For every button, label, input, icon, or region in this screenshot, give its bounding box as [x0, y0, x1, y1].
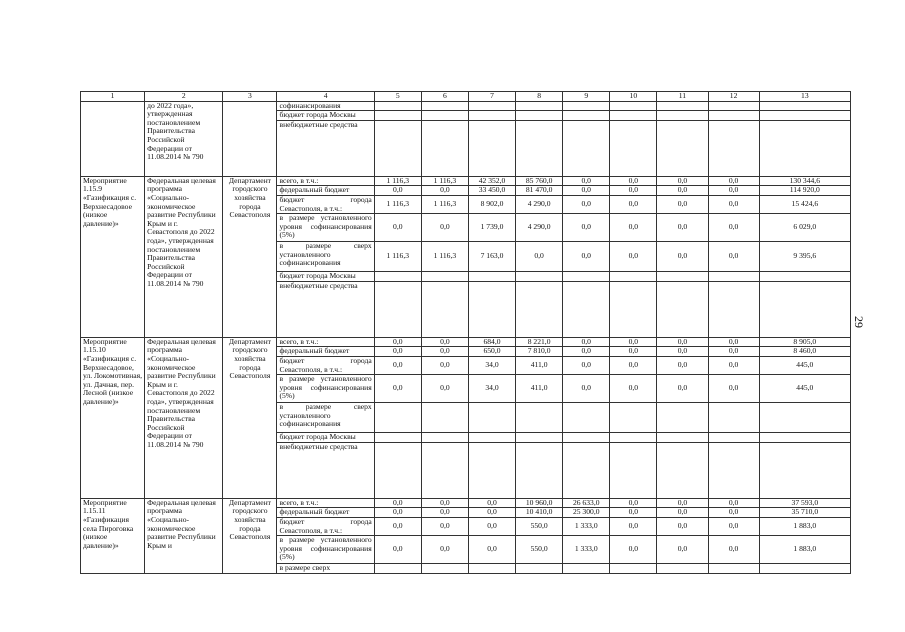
value-cell: 0,0: [657, 242, 708, 272]
value-cell: 0,0: [374, 375, 421, 403]
value-cell: [708, 281, 759, 337]
value-cell: 0,0: [657, 508, 708, 518]
value-cell: 1 116,3: [421, 242, 468, 272]
value-cell: [516, 403, 563, 433]
funding-source-cell: федеральный бюджет: [277, 347, 374, 357]
table-row: [81, 498, 851, 508]
value-cell: 0,0: [657, 214, 708, 242]
value-cell: 0,0: [421, 186, 468, 196]
value-cell: 8 460,0: [759, 347, 850, 357]
value-cell: 1 333,0: [563, 517, 610, 535]
value-cell: 0,0: [468, 536, 515, 564]
value-cell: 0,0: [468, 508, 515, 518]
value-cell: [468, 433, 515, 443]
value-cell: 10 960,0: [516, 498, 563, 508]
value-cell: 4 290,0: [516, 195, 563, 213]
value-cell: [610, 433, 657, 443]
value-cell: 0,0: [563, 337, 610, 347]
value-cell: 0,0: [610, 214, 657, 242]
value-cell: [657, 111, 708, 121]
value-cell: 6 029,0: [759, 214, 850, 242]
value-cell: 35 710,0: [759, 508, 850, 518]
value-cell: 1 116,3: [374, 176, 421, 186]
value-cell: [563, 111, 610, 121]
funding-source-cell: внебюджетные средства: [277, 442, 374, 498]
value-cell: [374, 403, 421, 433]
value-cell: [610, 272, 657, 282]
value-cell: 8 902,0: [468, 195, 515, 213]
value-cell: [516, 120, 563, 176]
funding-source-cell: всего, в т.ч.:: [277, 498, 374, 508]
value-cell: 1 116,3: [374, 242, 421, 272]
value-cell: 0,0: [421, 337, 468, 347]
value-cell: [759, 403, 850, 433]
value-cell: 0,0: [563, 176, 610, 186]
value-cell: 0,0: [374, 214, 421, 242]
value-cell: 34,0: [468, 375, 515, 403]
value-cell: [563, 433, 610, 443]
value-cell: 0,0: [374, 498, 421, 508]
value-cell: 4 290,0: [516, 214, 563, 242]
value-cell: [610, 442, 657, 498]
value-cell: 0,0: [708, 517, 759, 535]
value-cell: 0,0: [516, 242, 563, 272]
value-cell: [563, 281, 610, 337]
value-cell: [516, 101, 563, 111]
value-cell: 1 116,3: [421, 195, 468, 213]
funding-source-cell: внебюджетные средства: [277, 281, 374, 337]
value-cell: 0,0: [374, 536, 421, 564]
funding-source-cell: федеральный бюджет: [277, 508, 374, 518]
value-cell: [657, 403, 708, 433]
value-cell: [421, 272, 468, 282]
value-cell: [374, 442, 421, 498]
value-cell: [563, 120, 610, 176]
value-cell: 26 633,0: [563, 498, 610, 508]
value-cell: [421, 101, 468, 111]
value-cell: 0,0: [610, 195, 657, 213]
value-cell: 0,0: [374, 356, 421, 374]
value-cell: 0,0: [610, 498, 657, 508]
value-cell: 0,0: [657, 375, 708, 403]
column-header: 2: [145, 92, 223, 102]
funding-source-cell: в размере сверх: [277, 564, 374, 574]
value-cell: 445,0: [759, 356, 850, 374]
value-cell: [708, 101, 759, 111]
value-cell: 0,0: [468, 498, 515, 508]
value-cell: [708, 564, 759, 574]
column-header: 9: [563, 92, 610, 102]
value-cell: 0,0: [708, 375, 759, 403]
value-cell: [468, 101, 515, 111]
value-cell: 0,0: [421, 214, 468, 242]
value-cell: 42 352,0: [468, 176, 515, 186]
value-cell: [610, 101, 657, 111]
value-cell: 0,0: [563, 186, 610, 196]
measure-name-cell: Мероприятие 1.15.10 «Газификация с. Верхнесадовое, ул. Локомотивная, ул. Дачная, пер. Лесной (низкое давление)»: [81, 337, 145, 498]
value-cell: 0,0: [708, 186, 759, 196]
value-cell: [421, 442, 468, 498]
value-cell: 0,0: [657, 356, 708, 374]
funding-source-cell: всего, в т.ч.:: [277, 176, 374, 186]
value-cell: 0,0: [374, 517, 421, 535]
value-cell: 8 905,0: [759, 337, 850, 347]
value-cell: [374, 281, 421, 337]
value-cell: 0,0: [610, 356, 657, 374]
table-row: [81, 176, 851, 186]
column-header: 6: [421, 92, 468, 102]
value-cell: [708, 272, 759, 282]
value-cell: 0,0: [708, 347, 759, 357]
value-cell: [610, 120, 657, 176]
value-cell: 0,0: [563, 195, 610, 213]
funding-source-cell: в размере установленного уровня софинансирования (5%): [277, 375, 374, 403]
value-cell: [657, 433, 708, 443]
value-cell: 1 739,0: [468, 214, 515, 242]
value-cell: 9 395,6: [759, 242, 850, 272]
value-cell: 0,0: [374, 186, 421, 196]
value-cell: [421, 120, 468, 176]
value-cell: [516, 433, 563, 443]
executor-cell: Департамент городского хозяйства города Севастополя: [223, 176, 277, 337]
value-cell: 7 810,0: [516, 347, 563, 357]
funding-source-cell: бюджет города Москвы: [277, 111, 374, 121]
value-cell: 0,0: [657, 347, 708, 357]
value-cell: 0,0: [374, 508, 421, 518]
value-cell: [374, 111, 421, 121]
value-cell: 0,0: [610, 347, 657, 357]
measure-name-cell: [81, 101, 145, 176]
value-cell: [563, 442, 610, 498]
value-cell: 0,0: [657, 517, 708, 535]
value-cell: [374, 101, 421, 111]
value-cell: [421, 403, 468, 433]
value-cell: 0,0: [563, 242, 610, 272]
value-cell: [708, 442, 759, 498]
measure-name-cell: Мероприятие 1.15.11 «Газификация села Пироговка (низкое давление)»: [81, 498, 145, 573]
value-cell: 0,0: [563, 347, 610, 357]
value-cell: [708, 433, 759, 443]
value-cell: [468, 442, 515, 498]
value-cell: 445,0: [759, 375, 850, 403]
value-cell: [468, 281, 515, 337]
value-cell: [759, 111, 850, 121]
value-cell: 550,0: [516, 536, 563, 564]
value-cell: [516, 281, 563, 337]
value-cell: [421, 564, 468, 574]
value-cell: [657, 272, 708, 282]
value-cell: 411,0: [516, 356, 563, 374]
value-cell: [516, 272, 563, 282]
value-cell: 81 470,0: [516, 186, 563, 196]
funding-source-cell: в размере установленного уровня софинансирования (5%): [277, 214, 374, 242]
value-cell: 0,0: [563, 356, 610, 374]
column-header: 8: [516, 92, 563, 102]
funding-source-cell: в размере сверх установленного софинансирования: [277, 403, 374, 433]
value-cell: [374, 433, 421, 443]
table-header-row: [81, 92, 851, 102]
value-cell: 1 333,0: [563, 536, 610, 564]
funding-source-cell: внебюджетные средства: [277, 120, 374, 176]
value-cell: 1 883,0: [759, 536, 850, 564]
value-cell: 0,0: [563, 214, 610, 242]
value-cell: 0,0: [708, 337, 759, 347]
value-cell: 0,0: [708, 242, 759, 272]
value-cell: [563, 272, 610, 282]
page-number: 29: [852, 316, 866, 328]
value-cell: 0,0: [468, 517, 515, 535]
value-cell: [708, 120, 759, 176]
value-cell: [657, 281, 708, 337]
funding-source-cell: бюджет города Севастополя, в т.ч.:: [277, 517, 374, 535]
funding-source-cell: бюджет города Москвы: [277, 433, 374, 443]
value-cell: 8 221,0: [516, 337, 563, 347]
value-cell: 0,0: [563, 375, 610, 403]
value-cell: [421, 433, 468, 443]
value-cell: 684,0: [468, 337, 515, 347]
column-header: 4: [277, 92, 374, 102]
executor-cell: [223, 101, 277, 176]
value-cell: 1 116,3: [374, 195, 421, 213]
column-header: 7: [468, 92, 515, 102]
executor-cell: Департамент городского хозяйства города Севастополя: [223, 498, 277, 573]
executor-cell: Департамент городского хозяйства города Севастополя: [223, 337, 277, 498]
value-cell: 130 344,6: [759, 176, 850, 186]
value-cell: 0,0: [708, 498, 759, 508]
value-cell: 650,0: [468, 347, 515, 357]
value-cell: [759, 564, 850, 574]
value-cell: 0,0: [610, 517, 657, 535]
funding-source-cell: бюджет города Москвы: [277, 272, 374, 282]
funding-source-cell: бюджет города Севастополя, в т.ч.:: [277, 195, 374, 213]
value-cell: [759, 433, 850, 443]
value-cell: [759, 120, 850, 176]
value-cell: 0,0: [708, 536, 759, 564]
value-cell: 1 116,3: [421, 176, 468, 186]
value-cell: 0,0: [657, 176, 708, 186]
value-cell: [421, 111, 468, 121]
value-cell: [468, 564, 515, 574]
value-cell: 0,0: [421, 498, 468, 508]
value-cell: 0,0: [708, 176, 759, 186]
value-cell: [421, 281, 468, 337]
value-cell: 0,0: [708, 508, 759, 518]
value-cell: 34,0: [468, 356, 515, 374]
column-header: 5: [374, 92, 421, 102]
value-cell: [657, 442, 708, 498]
value-cell: 114 920,0: [759, 186, 850, 196]
value-cell: 0,0: [657, 536, 708, 564]
value-cell: [708, 403, 759, 433]
value-cell: [759, 272, 850, 282]
value-cell: 0,0: [374, 347, 421, 357]
value-cell: 0,0: [708, 195, 759, 213]
value-cell: 0,0: [610, 508, 657, 518]
value-cell: [468, 111, 515, 121]
value-cell: [657, 101, 708, 111]
value-cell: [374, 120, 421, 176]
value-cell: 0,0: [610, 536, 657, 564]
value-cell: [374, 564, 421, 574]
value-cell: 0,0: [657, 195, 708, 213]
value-cell: 411,0: [516, 375, 563, 403]
value-cell: [610, 403, 657, 433]
value-cell: [563, 564, 610, 574]
financing-table: [80, 91, 851, 574]
value-cell: 0,0: [708, 356, 759, 374]
column-header: 3: [223, 92, 277, 102]
value-cell: [610, 564, 657, 574]
value-cell: 0,0: [657, 337, 708, 347]
value-cell: 550,0: [516, 517, 563, 535]
value-cell: 85 760,0: [516, 176, 563, 186]
funding-source-cell: в размере сверх установленного софинансирования: [277, 242, 374, 272]
value-cell: [759, 281, 850, 337]
value-cell: [516, 564, 563, 574]
value-cell: 33 450,0: [468, 186, 515, 196]
value-cell: 25 300,0: [563, 508, 610, 518]
value-cell: [657, 120, 708, 176]
value-cell: 0,0: [657, 498, 708, 508]
table-row: [81, 337, 851, 347]
value-cell: [610, 281, 657, 337]
value-cell: 10 410,0: [516, 508, 563, 518]
value-cell: [563, 101, 610, 111]
value-cell: 0,0: [610, 242, 657, 272]
funding-source-cell: всего, в т.ч.:: [277, 337, 374, 347]
column-header: 10: [610, 92, 657, 102]
value-cell: 0,0: [421, 356, 468, 374]
value-cell: 0,0: [610, 176, 657, 186]
value-cell: [468, 272, 515, 282]
value-cell: 0,0: [421, 375, 468, 403]
value-cell: 1 883,0: [759, 517, 850, 535]
value-cell: [759, 101, 850, 111]
value-cell: [374, 272, 421, 282]
funding-source-cell: в размере установленного уровня софинансирования (5%): [277, 536, 374, 564]
value-cell: 0,0: [610, 375, 657, 403]
value-cell: [468, 120, 515, 176]
value-cell: [759, 442, 850, 498]
value-cell: 7 163,0: [468, 242, 515, 272]
table-row: [81, 101, 851, 111]
value-cell: 37 593,0: [759, 498, 850, 508]
funding-source-cell: бюджет города Севастополя, в т.ч.:: [277, 356, 374, 374]
value-cell: [708, 111, 759, 121]
funding-source-cell: федеральный бюджет: [277, 186, 374, 196]
value-cell: [516, 442, 563, 498]
funding-source-cell: софинансирования: [277, 101, 374, 111]
value-cell: [657, 564, 708, 574]
value-cell: 15 424,6: [759, 195, 850, 213]
value-cell: 0,0: [421, 517, 468, 535]
value-cell: 0,0: [374, 337, 421, 347]
value-cell: 0,0: [657, 186, 708, 196]
value-cell: 0,0: [421, 508, 468, 518]
program-cell: до 2022 года», утвержденная постановлением Правительства Российской Федерации от 11.08.2014 № 790: [145, 101, 223, 176]
value-cell: 0,0: [421, 536, 468, 564]
program-cell: Федеральная целевая программа «Социально-экономическое развитие Республики Крым и г. Севастополя до 2022 года», утвержденная постановлением Правительства Российской Федерации от 11.08.2014 № 790: [145, 337, 223, 498]
program-cell: Федеральная целевая программа «Социально-экономическое развитие Республики Крым и: [145, 498, 223, 573]
value-cell: 0,0: [708, 214, 759, 242]
column-header: 12: [708, 92, 759, 102]
column-header: 1: [81, 92, 145, 102]
program-cell: Федеральная целевая программа «Социально-экономическое развитие Республики Крым и г. Севастополя до 2022 года», утвержденная постановлением Правительства Российской Федерации от 11.08.2014 № 790: [145, 176, 223, 337]
value-cell: 0,0: [610, 186, 657, 196]
value-cell: [516, 111, 563, 121]
value-cell: [610, 111, 657, 121]
column-header: 11: [657, 92, 708, 102]
value-cell: [563, 403, 610, 433]
column-header: 13: [759, 92, 850, 102]
value-cell: 0,0: [610, 337, 657, 347]
value-cell: 0,0: [421, 347, 468, 357]
value-cell: [468, 403, 515, 433]
measure-name-cell: Мероприятие 1.15.9 «Газификация с. Верхнесадовое (низкое давление)»: [81, 176, 145, 337]
